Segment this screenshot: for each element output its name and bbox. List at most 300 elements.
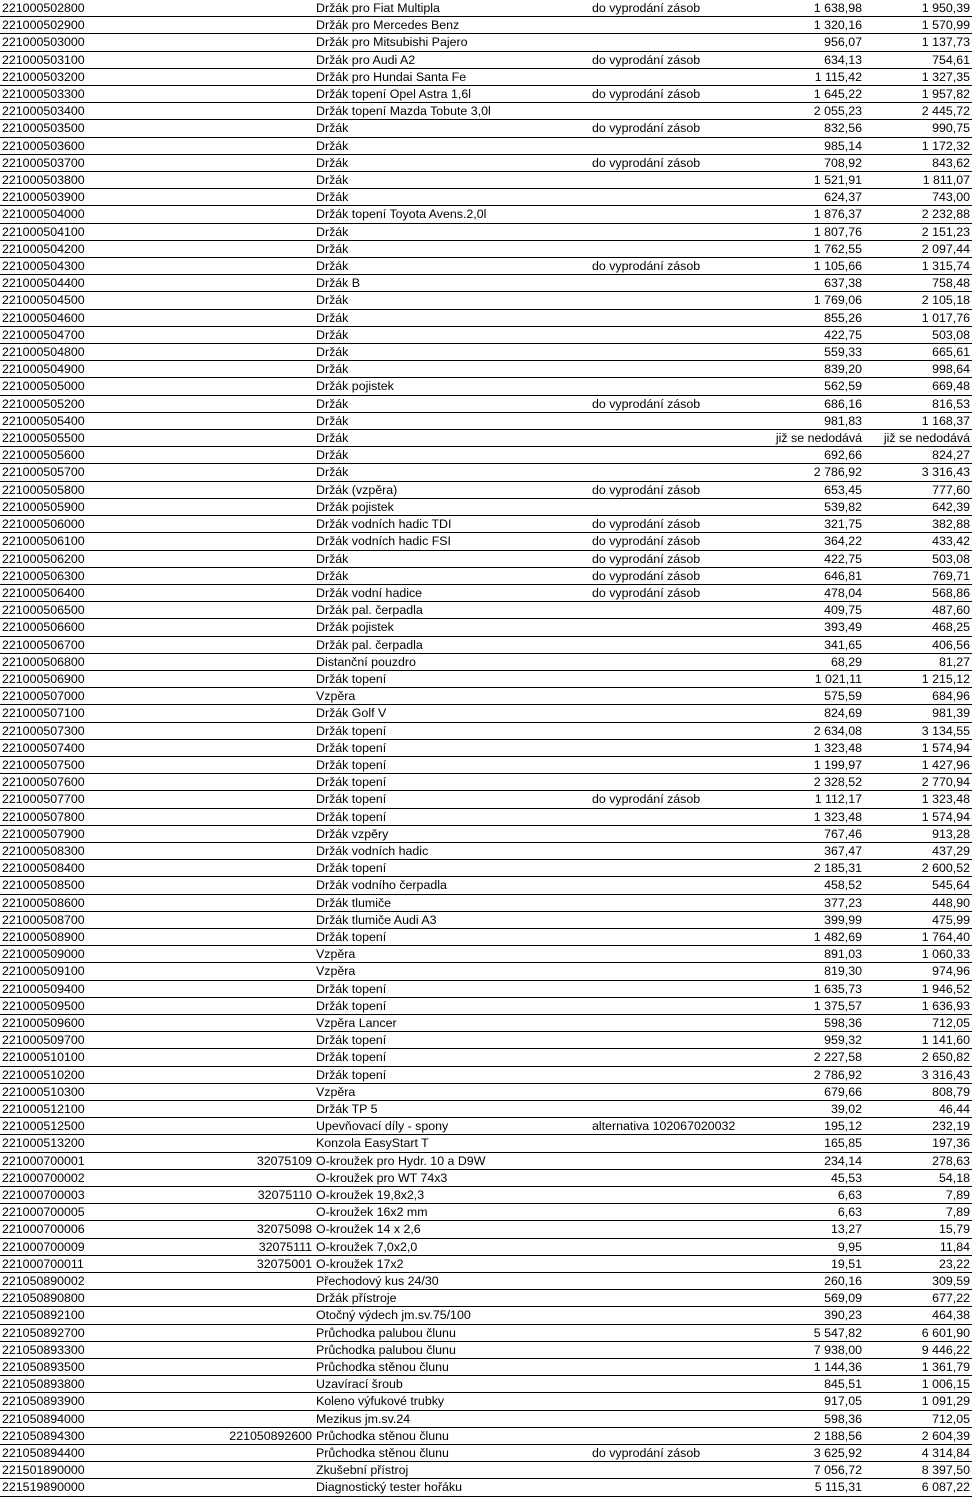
item-name: Přechodový kus 24/30 [314, 1273, 590, 1290]
item-code: 221000700005 [0, 1204, 184, 1221]
item-name: Držák [314, 120, 590, 137]
item-code: 221000503000 [0, 34, 184, 51]
item-note [590, 1290, 760, 1307]
item-note [590, 774, 760, 791]
item-note [590, 860, 760, 877]
item-note [590, 1169, 760, 1186]
table-row [0, 1255, 972, 1272]
item-code: 221000510200 [0, 1066, 184, 1083]
alt-code [184, 1118, 314, 1135]
item-name: O-kroužek pro Hydr. 10 a D9W [314, 1152, 590, 1169]
table-row [0, 68, 972, 85]
alt-code [184, 223, 314, 240]
table-row [0, 1101, 972, 1118]
item-note: do vyprodání zásob [590, 481, 760, 498]
price-with-vat: 309,59 [864, 1273, 972, 1290]
item-name: O-kroužek 7,0x2,0 [314, 1238, 590, 1255]
price-with-vat: 1 327,35 [864, 68, 972, 85]
alt-code: 32075111 [184, 1238, 314, 1255]
table-row [0, 34, 972, 51]
table-row [0, 791, 972, 808]
price-without-vat: 478,04 [760, 584, 864, 601]
item-code: 221000507100 [0, 705, 184, 722]
table-row [0, 1204, 972, 1221]
item-code: 221000505400 [0, 412, 184, 429]
price-without-vat: 234,14 [760, 1152, 864, 1169]
price-with-vat: 913,28 [864, 825, 972, 842]
price-without-vat: 2 634,08 [760, 722, 864, 739]
item-name: Držák topení [314, 670, 590, 687]
price-without-vat: 569,09 [760, 1290, 864, 1307]
item-name: Držák pojistek [314, 619, 590, 636]
price-with-vat: 3 316,43 [864, 464, 972, 481]
alt-code [184, 240, 314, 257]
price-with-vat: 81,27 [864, 653, 972, 670]
price-with-vat: 712,05 [864, 1410, 972, 1427]
price-without-vat: 646,81 [760, 567, 864, 584]
item-note [590, 842, 760, 859]
table-row [0, 1049, 972, 1066]
price-without-vat: 260,16 [760, 1273, 864, 1290]
price-with-vat: 2 650,82 [864, 1049, 972, 1066]
alt-code [184, 120, 314, 137]
table-row [0, 567, 972, 584]
item-code: 221000507400 [0, 739, 184, 756]
alt-code: 32075109 [184, 1152, 314, 1169]
item-code: 221000505700 [0, 464, 184, 481]
price-without-vat: 5 547,82 [760, 1324, 864, 1341]
item-code: 221000502800 [0, 0, 184, 17]
price-with-vat: 7,89 [864, 1204, 972, 1221]
alt-code [184, 1273, 314, 1290]
table-row [0, 1169, 972, 1186]
item-code: 221050892100 [0, 1307, 184, 1324]
price-with-vat: 754,61 [864, 51, 972, 68]
table-row [0, 842, 972, 859]
item-name: O-kroužek pro WT 74x3 [314, 1169, 590, 1186]
table-row [0, 946, 972, 963]
item-note: do vyprodání zásob [590, 258, 760, 275]
item-code: 221000509100 [0, 963, 184, 980]
alt-code [184, 516, 314, 533]
item-code: 221000509600 [0, 1014, 184, 1031]
item-note [590, 1083, 760, 1100]
table-row [0, 206, 972, 223]
price-with-vat: 2 600,52 [864, 860, 972, 877]
alt-code: 32075110 [184, 1187, 314, 1204]
table-row [0, 516, 972, 533]
item-name: O-kroužek 16x2 mm [314, 1204, 590, 1221]
alt-code [184, 1393, 314, 1410]
alt-code [184, 653, 314, 670]
price-with-vat: 1 172,32 [864, 137, 972, 154]
alt-code [184, 447, 314, 464]
alt-code [184, 189, 314, 206]
item-code: 221000503300 [0, 86, 184, 103]
price-with-vat: 2 604,39 [864, 1427, 972, 1444]
price-without-vat: 399,99 [760, 911, 864, 928]
item-code: 221050890800 [0, 1290, 184, 1307]
price-with-vat: 3 316,43 [864, 1066, 972, 1083]
price-with-vat: 7,89 [864, 1187, 972, 1204]
item-code: 221000507500 [0, 756, 184, 773]
price-without-vat: 624,37 [760, 189, 864, 206]
item-name: Držák vodního čerpadla [314, 877, 590, 894]
price-without-vat: 819,30 [760, 963, 864, 980]
table-row [0, 739, 972, 756]
price-with-vat: 433,42 [864, 533, 972, 550]
price-without-vat: 575,59 [760, 688, 864, 705]
item-name: Držák [314, 344, 590, 361]
price-without-vat: 39,02 [760, 1101, 864, 1118]
table-row [0, 980, 972, 997]
item-code: 221000507800 [0, 808, 184, 825]
price-without-vat: 2 185,31 [760, 860, 864, 877]
item-name: Držák topení [314, 1066, 590, 1083]
price-with-vat: 981,39 [864, 705, 972, 722]
item-code: 221000503600 [0, 137, 184, 154]
alt-code [184, 292, 314, 309]
alt-code [184, 1169, 314, 1186]
item-name: Držák [314, 361, 590, 378]
price-with-vat: 503,08 [864, 326, 972, 343]
item-name: O-kroužek 19,8x2,3 [314, 1187, 590, 1204]
item-note [590, 240, 760, 257]
alt-code [184, 860, 314, 877]
price-with-vat: 743,00 [864, 189, 972, 206]
alt-code [184, 103, 314, 120]
item-note [590, 103, 760, 120]
item-code: 221000502900 [0, 17, 184, 34]
price-with-vat: 769,71 [864, 567, 972, 584]
item-name: Průchodka stěnou člunu [314, 1359, 590, 1376]
item-note [590, 430, 760, 447]
price-without-vat: 917,05 [760, 1393, 864, 1410]
item-name: Držák vodních hadic FSI [314, 533, 590, 550]
item-name: Otočný výdech jm.sv.75/100 [314, 1307, 590, 1324]
item-code: 221000506600 [0, 619, 184, 636]
price-without-vat: 422,75 [760, 550, 864, 567]
price-without-vat: 364,22 [760, 533, 864, 550]
item-note: do vyprodání zásob [590, 567, 760, 584]
price-without-vat: 539,82 [760, 498, 864, 515]
item-code: 221000509700 [0, 1032, 184, 1049]
item-note [590, 1376, 760, 1393]
item-code: 221000700001 [0, 1152, 184, 1169]
price-with-vat: 406,56 [864, 636, 972, 653]
price-without-vat: 1 144,36 [760, 1359, 864, 1376]
item-code: 221000505900 [0, 498, 184, 515]
table-row [0, 361, 972, 378]
table-row [0, 997, 972, 1014]
alt-code [184, 1410, 314, 1427]
price-without-vat: 2 328,52 [760, 774, 864, 791]
table-row [0, 1273, 972, 1290]
price-with-vat: 54,18 [864, 1169, 972, 1186]
item-name: Konzola EasyStart T [314, 1135, 590, 1152]
item-code: 221000507900 [0, 825, 184, 842]
item-note [590, 447, 760, 464]
item-code: 221000504300 [0, 258, 184, 275]
price-with-vat: 15,79 [864, 1221, 972, 1238]
item-name: Koleno výfukové trubky [314, 1393, 590, 1410]
item-name: Držák [314, 172, 590, 189]
price-with-vat: 677,22 [864, 1290, 972, 1307]
item-note [590, 894, 760, 911]
item-name: Držák [314, 240, 590, 257]
alt-code [184, 774, 314, 791]
item-code: 221519890000 [0, 1479, 184, 1496]
table-row [0, 808, 972, 825]
item-note [590, 498, 760, 515]
item-note: do vyprodání zásob [590, 1445, 760, 1462]
item-name: Držák B [314, 275, 590, 292]
item-code: 221000508600 [0, 894, 184, 911]
item-note [590, 997, 760, 1014]
item-name: Držák pojistek [314, 498, 590, 515]
price-with-vat: 808,79 [864, 1083, 972, 1100]
item-note [590, 1066, 760, 1083]
item-note [590, 722, 760, 739]
item-code: 221000506800 [0, 653, 184, 670]
item-note [590, 223, 760, 240]
price-without-vat: 1 769,06 [760, 292, 864, 309]
item-note [590, 1187, 760, 1204]
price-with-vat: 2 770,94 [864, 774, 972, 791]
alt-code [184, 34, 314, 51]
table-row [0, 619, 972, 636]
price-without-vat: 422,75 [760, 326, 864, 343]
alt-code [184, 1445, 314, 1462]
table-row [0, 584, 972, 601]
price-without-vat: 839,20 [760, 361, 864, 378]
price-with-vat: 382,88 [864, 516, 972, 533]
price-with-vat: 1 315,74 [864, 258, 972, 275]
table-row [0, 103, 972, 120]
item-name: Držák pro Mercedes Benz [314, 17, 590, 34]
item-note [590, 1014, 760, 1031]
item-code: 221000508500 [0, 877, 184, 894]
alt-code [184, 550, 314, 567]
price-with-vat: 2 232,88 [864, 206, 972, 223]
price-with-vat: 1 017,76 [864, 309, 972, 326]
alt-code [184, 670, 314, 687]
price-without-vat: 3 625,92 [760, 1445, 864, 1462]
item-code: 221000503500 [0, 120, 184, 137]
table-row [0, 430, 972, 447]
price-without-vat: 321,75 [760, 516, 864, 533]
item-name: Průchodka palubou člunu [314, 1341, 590, 1358]
table-row [0, 1445, 972, 1462]
item-name: Držák pojistek [314, 378, 590, 395]
alt-code [184, 172, 314, 189]
price-with-vat: 11,84 [864, 1238, 972, 1255]
item-name: Držák topení Toyota Avens.2,0l [314, 206, 590, 223]
price-with-vat: 6 087,22 [864, 1479, 972, 1496]
price-without-vat: 195,12 [760, 1118, 864, 1135]
price-without-vat: 637,38 [760, 275, 864, 292]
item-name: Držák [314, 154, 590, 171]
item-name: Držák [314, 430, 590, 447]
item-note [590, 1393, 760, 1410]
price-without-vat: 13,27 [760, 1221, 864, 1238]
table-row [0, 1221, 972, 1238]
item-note: do vyprodání zásob [590, 550, 760, 567]
item-name: Držák pro Fiat Multipla [314, 0, 590, 17]
item-note [590, 326, 760, 343]
alt-code [184, 0, 314, 17]
table-row [0, 1393, 972, 1410]
price-with-vat: 777,60 [864, 481, 972, 498]
item-name: Vzpěra Lancer [314, 1014, 590, 1031]
item-code: 221000507300 [0, 722, 184, 739]
price-with-vat: 1 141,60 [864, 1032, 972, 1049]
item-name: Držák vodních hadic TDI [314, 516, 590, 533]
item-code: 221050892700 [0, 1324, 184, 1341]
item-code: 221000503400 [0, 103, 184, 120]
item-name: Držák TP 5 [314, 1101, 590, 1118]
table-row [0, 1014, 972, 1031]
table-row [0, 481, 972, 498]
alt-code: 221050892600 [184, 1427, 314, 1444]
item-note [590, 378, 760, 395]
item-name: Držák topení [314, 980, 590, 997]
price-with-vat: 843,62 [864, 154, 972, 171]
item-name: Držák topení Mazda Tobute 3,0l [314, 103, 590, 120]
alt-code [184, 791, 314, 808]
item-code: 221000700003 [0, 1187, 184, 1204]
price-with-vat: 2 151,23 [864, 223, 972, 240]
item-note: do vyprodání zásob [590, 154, 760, 171]
item-note [590, 963, 760, 980]
item-note [590, 1221, 760, 1238]
alt-code [184, 309, 314, 326]
table-row [0, 309, 972, 326]
item-code: 221000503100 [0, 51, 184, 68]
item-name: Vzpěra [314, 688, 590, 705]
price-with-vat: 816,53 [864, 395, 972, 412]
alt-code [184, 584, 314, 601]
item-code: 221000506100 [0, 533, 184, 550]
table-row [0, 326, 972, 343]
item-name: Držák topení [314, 808, 590, 825]
item-code: 221000505000 [0, 378, 184, 395]
table-row [0, 756, 972, 773]
item-note: do vyprodání zásob [590, 120, 760, 137]
alt-code [184, 68, 314, 85]
price-without-vat: 2 786,92 [760, 464, 864, 481]
item-code: 221000507600 [0, 774, 184, 791]
item-code: 221000504900 [0, 361, 184, 378]
price-without-vat: 855,26 [760, 309, 864, 326]
price-without-vat: 1 323,48 [760, 808, 864, 825]
item-note [590, 344, 760, 361]
item-note: do vyprodání zásob [590, 533, 760, 550]
price-with-vat: 448,90 [864, 894, 972, 911]
table-row [0, 1066, 972, 1083]
table-row [0, 1238, 972, 1255]
item-code: 221000504600 [0, 309, 184, 326]
item-code: 221000504000 [0, 206, 184, 223]
item-code: 221000509400 [0, 980, 184, 997]
table-row [0, 447, 972, 464]
price-with-vat: 545,64 [864, 877, 972, 894]
item-note [590, 361, 760, 378]
table-row [0, 1359, 972, 1376]
price-with-vat: 464,38 [864, 1307, 972, 1324]
item-code: 221000506700 [0, 636, 184, 653]
table-row [0, 825, 972, 842]
price-without-vat: 377,23 [760, 894, 864, 911]
alt-code [184, 1462, 314, 1479]
item-note [590, 808, 760, 825]
alt-code [184, 361, 314, 378]
item-note [590, 275, 760, 292]
item-code: 221000513200 [0, 1135, 184, 1152]
price-with-vat: 1 574,94 [864, 739, 972, 756]
price-without-vat: 692,66 [760, 447, 864, 464]
alt-code [184, 636, 314, 653]
item-name: Držák Golf V [314, 705, 590, 722]
table-row [0, 1427, 972, 1444]
alt-code [184, 928, 314, 945]
table-row [0, 533, 972, 550]
item-note [590, 739, 760, 756]
price-without-vat: 845,51 [760, 1376, 864, 1393]
table-row [0, 1032, 972, 1049]
price-without-vat: 1 021,11 [760, 670, 864, 687]
alt-code [184, 1135, 314, 1152]
price-without-vat: 5 115,31 [760, 1479, 864, 1496]
item-name: Držák topení [314, 739, 590, 756]
price-without-vat: 393,49 [760, 619, 864, 636]
item-name: Držák [314, 189, 590, 206]
item-note [590, 1479, 760, 1496]
table-row [0, 894, 972, 911]
alt-code [184, 1324, 314, 1341]
item-name: Upevňovací díly - spony [314, 1118, 590, 1135]
price-with-vat: 468,25 [864, 619, 972, 636]
item-code: 221000506500 [0, 602, 184, 619]
price-without-vat: 562,59 [760, 378, 864, 395]
item-code: 221000504700 [0, 326, 184, 343]
price-with-vat: 1 215,12 [864, 670, 972, 687]
item-note [590, 1049, 760, 1066]
item-name: Držák tlumiče Audi A3 [314, 911, 590, 928]
item-note [590, 980, 760, 997]
item-note [590, 17, 760, 34]
price-with-vat: 2 105,18 [864, 292, 972, 309]
price-with-vat: 990,75 [864, 120, 972, 137]
item-code: 221000507000 [0, 688, 184, 705]
item-name: Diagnostický tester hořáku [314, 1479, 590, 1496]
item-name: Držák pal. čerpadla [314, 636, 590, 653]
alt-code [184, 258, 314, 275]
item-code: 221000700009 [0, 1238, 184, 1255]
table-row [0, 705, 972, 722]
item-name: Držák přístroje [314, 1290, 590, 1307]
price-without-vat: 832,56 [760, 120, 864, 137]
table-row [0, 550, 972, 567]
price-without-vat: 653,45 [760, 481, 864, 498]
alt-code [184, 894, 314, 911]
price-without-vat: již se nedodává [760, 430, 864, 447]
alt-code [184, 1101, 314, 1118]
table-row [0, 51, 972, 68]
table-row [0, 17, 972, 34]
table-row [0, 344, 972, 361]
alt-code [184, 378, 314, 395]
